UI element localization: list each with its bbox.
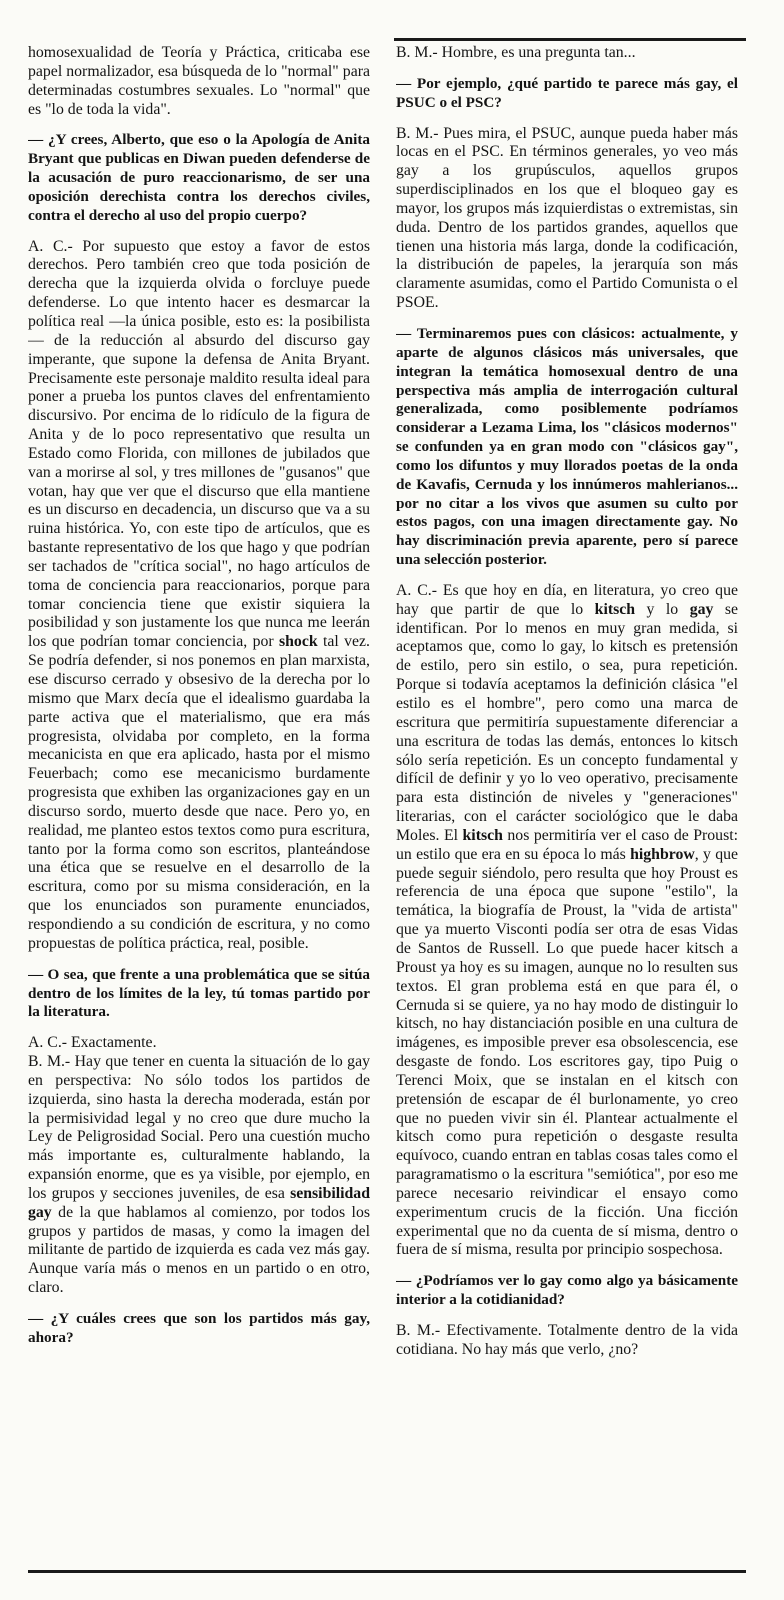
text-run: de la que hablamos al comienzo, por todos los grupos y partidos de masas, y como la imagen del militante de partido de izquierda es cada vez más gay. Aunque varía más o menos en un partido o en otro, claro. bbox=[28, 1203, 370, 1297]
top-rule bbox=[394, 38, 746, 41]
bold-term: shock bbox=[279, 633, 318, 651]
answer-paragraph bbox=[28, 1053, 370, 1298]
text-run: y lo bbox=[635, 600, 679, 618]
text-run: A. C.- Por supuesto que estoy a favor de estos derechos. Pero también creo que toda posición de derecha que la izquierda olvida o forcluye puede defenderse. Lo que intento hacer es desmarcar la política real —la única posible, esto es: la posibilista— de la reducción al absurdo del discurso gay imperante, que supone la defensa de Anita Bryant. Precisamente este personaje maldito resulta ideal para poner a prueba los puntos claves del enfrentamiento discursivo. Por encima de lo ridículo de la figura de Anita y de lo poco representativo que resulta un Estado como Florida, con millones de jubilados que van a morirse al sol, y tres millones de "gusanos" que votan, hay que ver que el discurso que ella mantiene es un discurso en decadencia, un discurso que va a su ruina histórica. Yo, con este tipo de artículos, que es bastante representativo de los que hago y que podrían ser tachados de "crítica social", no hago artículos de toma de conciencia para reaccionarios, porque para tomar conciencia tiene que existir siquiera la posibilidad y son justamente los que nunca me leerán los que podrían tomar conciencia, por bbox=[28, 237, 370, 651]
text-run: nos permitiría ver el caso de Proust: un estilo que era en su época lo más bbox=[396, 826, 738, 863]
interview-question: — ¿Podríamos ver lo gay como algo ya básicamente interior a la cotidianidad? bbox=[396, 1272, 738, 1309]
interview-question: — ¿Y crees, Alberto, que eso o la Apología de Anita Bryant que publicas en Diwan pueden defenderse de la acusación de puro reaccionarismo, de ser una oposición derechista contra los derechos civiles, contra el derecho al uso del propio cuerpo? bbox=[28, 131, 370, 224]
answer-paragraph: B. M.- Efectivamente. Totalmente dentro de la vida cotidiana. No hay más que verlo, ¿no? bbox=[396, 1322, 738, 1358]
interview-question: — Por ejemplo, ¿qué partido te parece más gay, el PSUC o el PSC? bbox=[396, 74, 738, 111]
interview-question: — Terminaremos pues con clásicos: actualmente, y aparte de algunos clásicos más universales, que integran la temática homosexual dentro de una perspectiva más amplia de interrogación cultural generalizada, como posiblemente podríamos considerar a Lezama Lima, los "clásicos modernos" se confunden ya en gran modo con "clásicos gay", como los difuntos y muy llorados poetas de la onda de Kavafis, Cernuda y los innúmeros mahlerianos... por no citar a los vivos que asumen su culto por estos pagos, con una imagen directamente gay. No hay discriminación previa aparente, pero sí parece una selección posterior. bbox=[396, 324, 738, 569]
bold-term: kitsch bbox=[594, 600, 636, 618]
text-run: A. C.- Es que hoy en día, en literatura, yo creo que hay que partir de que lo bbox=[396, 581, 738, 618]
bold-term: sensibilidad gay bbox=[28, 1184, 370, 1221]
interview-question: — O sea, que frente a una problemática que se sitúa dentro de los límites de la ley, tú tomas partido por la literatura. bbox=[28, 965, 370, 1021]
interview-question: — ¿Y cuáles crees que son los partidos más gay, ahora? bbox=[28, 1310, 370, 1346]
answer-paragraph: B. M.- Hombre, es una pregunta tan... bbox=[396, 44, 636, 61]
left-column bbox=[28, 44, 370, 1566]
bold-term: highbrow bbox=[630, 845, 695, 863]
text-run: B. M.- Hay que tener en cuenta la situación de lo gay en perspectiva: No sólo todos los partidos de izquierda, sino hasta la derecha moderada, están por la permisividad legal y no creo que dure mucho la Ley de Peligrosidad Social. Pero una cuestión mucho más importante es, culturalmente hablando, la expansión enorme, que es ya visible, por ejemplo, en los grupos y secciones juveniles, de esa bbox=[28, 1053, 370, 1202]
bottom-rule bbox=[28, 1570, 746, 1573]
answer-paragraph: B. M.- Pues mira, el PSUC, aunque pueda haber más locas en el PSC. En términos generales, yo veo más gay a los grupúsculos, aquellos grupos superdisciplinados en los que el bloqueo gay es mayor, los grupos más izquierdistas o extremistas, sin duda. Dentro de los partidos grandes, aquellos que tienen una historia más larga, donde la codificación, la distribución de papeles, la jerarquía son más claramente asumidas, como el Partido Comunista o el PSOE. bbox=[396, 124, 738, 312]
text-run: , y que puede seguir siéndolo, pero resulta que hoy Proust es referencia de una época que supone "estilo", la temática, la biografía de Proust, la "vida de artista" que ya muerto Visconti podía ser otra de esas Vidas de Santos de Russell. Lo que puede hacer kitsch a Proust ya hoy es su imagen, aunque no lo resulten sus textos. El gran problema está en que para él, o Cernuda si se quiere, ya no hay modo de distinguir lo kitsch, no hay distanciación posible en una cultura de imágenes, es imposible prever esa obsolescencia, ese desgaste de fondo. Los escritores gay, tipo Puig o Terenci Moix, que se instalan en el kitsch con pretensión de escapar de él burlonamente, yo creo que no pueden vivir sin él. Plantear actualmente el kitsch como pura repetición o desgaste resulta equívoco, cuando entran en tablas cosas tales como el paragramatismo o la escritura "semiótica", por eso me parece necesario reivindicar el ensayo como experimentum crucis de la ficción. Una ficción experimental que no da cuenta de sí misma, dentro o fuera de sí misma, resulta por principio sospechosa. bbox=[396, 845, 738, 1259]
answer-paragraph bbox=[396, 582, 738, 1260]
text-run: se identifican. Por lo menos en muy gran medida, si aceptamos que, como lo gay, lo kitsch es pretensión de estilo, pero sin estilo, o sea, pura repetición. Porque si todavía aceptamos la definición clásica "el estilo es el hombre", pero como una marca de escritura que permitiría supuestamente diferenciar a una escritura de todas las demás, entonces lo kitsch sólo sería repetición. Es un concepto fundamental y difícil de definir y yo lo veo operativo, precisamente para esta distinción de niveles y "generaciones" literarias, con el carácter sociológico que le daba Moles. El bbox=[396, 600, 738, 844]
bold-term: kitsch bbox=[462, 826, 503, 844]
paragraph: homosexualidad de Teoría y Práctica, criticaba ese papel normalizador, esa búsqueda de lo "normal" para determinadas costumbres sexuales. Lo "normal" que es "lo de toda la vida". bbox=[28, 44, 370, 118]
answer-paragraph bbox=[28, 238, 370, 954]
bold-term: gay bbox=[689, 600, 714, 618]
text-run: tal vez. Se podría defender, si nos ponemos en plan marxista, ese discurso cerrado y obsesivo de la derecha por lo mismo que Marx decía que el idealismo guardaba la parte activa que el materialismo, que era más progresista, olvidaba por completo, en la forma mecanicista en que era aplicado, hasta por el mismo Feuerbach; como ese mecanicismo burdamente progresista que exhiben las organizaciones gay en un discurso sordo, muerto desde que nace. Pero yo, en realidad, me planteo estos textos como pura escritura, tanto por la forma como son escritos, planteándose una ética que se resuelve en el desarrollo de la escritura, como por su misma consideración, en la que los enunciados son puramente enunciados, respondiendo a su condición de escritura, y no como propuestas de política práctica, real, posible. bbox=[28, 633, 370, 952]
answer-paragraph: A. C.- Exactamente. bbox=[28, 1034, 157, 1052]
right-column bbox=[396, 44, 738, 1566]
